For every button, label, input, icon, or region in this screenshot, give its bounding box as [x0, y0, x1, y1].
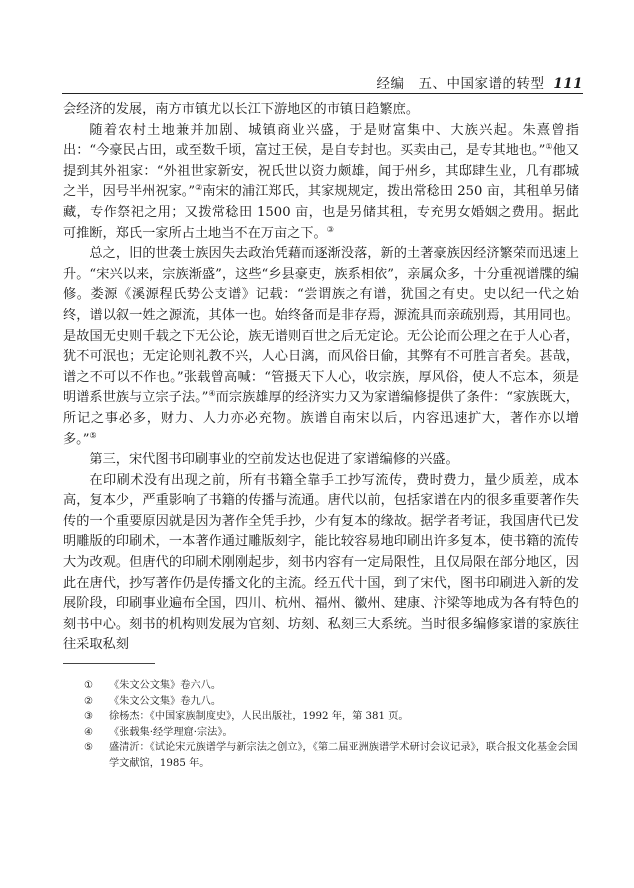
paragraph-text: 第三，宋代图书印刷事业的空前发达也促进了家谱编修的兴盛。	[89, 452, 459, 468]
paragraph-text: 随着农村土地兼并加剧、城镇商业兴盛，于是财富集中、大族兴起。朱熹曾指出：“今豪民占田，或至数千顷，富过王侯，是自专封也。买卖由己，是专其地也。”	[63, 122, 579, 159]
footnote-number: ④	[84, 726, 94, 738]
header-rule	[62, 93, 583, 94]
paragraph-text: 在印刷术没有出现之前，所有书籍全靠手工抄写流传，费时费力，量少质差，成本高，复本少，严重影响了书籍的传播与流通。唐代以前，包括家谱在内的很多重要著作失传的一个重要原因就是因为著作全凭手抄，少有复本的缘故。据学者考证，我国唐代已发明雕版的印刷术，一本著作通过雕版刻字，能比较容易地印刷出许多复本，使书籍的流传大为改观。但唐代的印刷术刚刚起步，刻书内容有一定局限性，且仅局限在部分地区，因此在唐代，抄写著作仍是传播文化的主流。经五代十国，到了宋代，图书印刷进入新的发展阶段，印刷事业遍布全国，四川、杭州、福州、徽州、建康、汴梁等地成为各有特色的刻书中心。刻书的机构则发展为官刻、坊刻、私刻三大系统。当时很多编修家谱的家族往往采取私刻	[63, 472, 579, 653]
footnote-text: 徐杨杰：《中国家族制度史》，人民出版社，1992 年，第 381 页。	[109, 711, 409, 723]
running-header	[0, 72, 583, 92]
footnote-number: ①	[84, 680, 94, 691]
footnote-marker: ④	[208, 389, 216, 399]
paragraph	[63, 121, 579, 245]
footnote-marker: ②	[195, 183, 203, 193]
footnote-marker: ⑤	[89, 430, 97, 440]
footnote	[84, 725, 584, 741]
paragraph-text: 南宋的浦江郑氏，其家规规定，拨出常稔田 250 亩，其租单另储藏，专作祭祀之用；又拨常稔田 1500 亩，也是另储其租，专充男女婚姻之费用。据此可推断，郑氏一家所占土地当不在万亩之下。	[63, 184, 579, 241]
footnote	[84, 709, 584, 725]
footnote-text: 《朱文公文集》卷九八。	[109, 695, 222, 707]
footnote-text: 盛清沂：《试论宋元族谱学与新宗法之创立》，《第二届亚洲族谱学术研讨会议记录》，联合报文化基金会国学文献馆，1985 年。	[109, 742, 578, 769]
footnote-marker: ③	[326, 224, 334, 234]
footnote-marker: ①	[545, 142, 553, 152]
footnote-text: 《张载集·经学理窟·宗法》。	[109, 726, 233, 738]
paragraph-text: 总之，旧的世袭士族因失去政治凭藉而逐渐没落，新的土著豪族因经济繁荣而迅速上升。“宋兴以来，宗族渐盛”，这些“乡县豪吏，族系相依”，亲属众多，十分重视谱牒的编修。娄源《溪源程氏势公支谱》记载：“尝谓族之有谱，犹国之有史。史以纪一代之始终，谱以叙一姓之源流，其体一也。始终备而是非存焉，源流具而亲疏别焉，其用同也。是故国无史则千载之下无公论，族无谱则百世之后无定论。无公论而公理之在于人心者，犹不可泯也；无定论则礼教不兴，人心日漓，而风俗日偷，其弊有不可胜言者矣。甚哉，谱之不可以不作也。”张载曾高喊：“管摄天下人心，收宗族，厚风俗，使人不忘本，须是明谱系世族与立宗子法。”	[63, 246, 579, 406]
footnote-number: ⑤	[84, 742, 94, 754]
header-section-title: 经编 五、中国家谱的转型	[376, 76, 545, 92]
paragraph-text: 而宗族雄厚的经济实力又为家谱编修提供了条件：“家族既大，所记之事必多，财力、人力亦必充物。族谱自南宋以后，内容迅速扩大，著作亦以增多。”	[63, 390, 579, 447]
paragraph	[63, 244, 579, 450]
footnote-rule	[63, 663, 155, 664]
paragraph	[63, 100, 579, 121]
footnote-number: ②	[84, 695, 94, 707]
footnote	[84, 740, 584, 771]
footnote	[84, 678, 584, 694]
body-text	[63, 100, 579, 656]
paragraph	[63, 450, 579, 471]
page-number: 111	[553, 76, 583, 92]
footnotes	[84, 678, 584, 772]
paragraph-text: 会经济的发展，南方市镇尤以长江下游地区的市镇日趋繁庶。	[63, 102, 420, 117]
footnote-text: 《朱文公文集》卷六八。	[109, 680, 222, 691]
footnote	[84, 694, 584, 710]
paragraph	[63, 471, 579, 656]
footnote-number: ③	[84, 711, 94, 723]
paragraph-text: 他又提到其外祖家：“外祖世家新安，祝氏世以资力颇雄，闻于州乡，其邸肆生业，几有郡城之半，因号半州祝家。”	[63, 143, 580, 200]
